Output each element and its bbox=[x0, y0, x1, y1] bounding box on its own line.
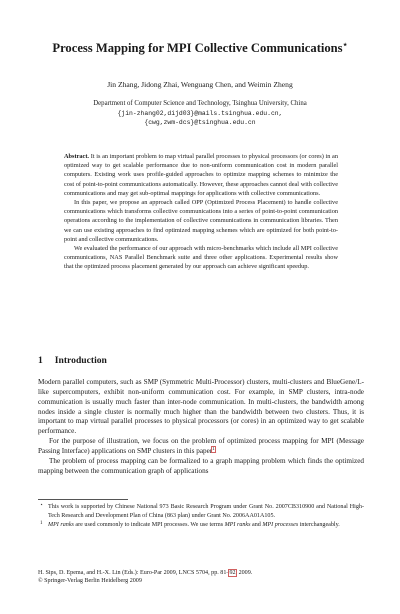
affiliation: Department of Computer Science and Technology, Tsinghua University, China bbox=[93, 100, 307, 107]
section-heading bbox=[38, 355, 107, 366]
citation-end: , 2009. bbox=[235, 570, 253, 576]
abstract-paragraph bbox=[64, 152, 338, 198]
abstract-paragraph: In this paper, we propose an approach called OPP (Optimized Process Placement) to handle collective communications which transforms collective communications into a series of point-to-point communication operations according to the implementation of collective communications in communication libraries. Then we can use existing approaches to find optimized mapping schemes which are optimized for both point-to-point and collective communications. bbox=[64, 199, 338, 243]
footnote-term: MPI processes bbox=[262, 521, 299, 528]
footnote bbox=[38, 521, 364, 530]
abstract-label: Abstract. bbox=[64, 153, 90, 160]
footnote bbox=[38, 503, 364, 521]
body-paragraph bbox=[38, 437, 364, 457]
abstract bbox=[64, 152, 338, 272]
footnote-text: and bbox=[250, 521, 263, 528]
footnote-mark: 1 bbox=[40, 520, 43, 526]
email-line-2: {cwg,zwm-dcs}@tsinghua.edu.cn bbox=[144, 119, 256, 127]
body-paragraph: The problem of process mapping can be formalized to a graph mapping problem which finds the optimized mapping between the communication graph of applications bbox=[38, 456, 364, 475]
footnote-text: interchangeably. bbox=[298, 521, 340, 528]
email-line-1: {jin-zhang02,dijd03}@mails.tsinghua.edu.cn, bbox=[117, 109, 283, 117]
footnote-text: are used commonly to indicate MPI processes. We use terms bbox=[73, 521, 225, 528]
copyright-line: © Springer-Verlag Berlin Heidelberg 2009 bbox=[38, 578, 142, 584]
title-text: Process Mapping for MPI Collective Communications bbox=[52, 41, 343, 56]
body-paragraph-text: For the purpose of illustration, we focus on the problem of optimized process mapping for MPI (Message Passing Interface) applications on SMP clusters in this paper bbox=[38, 437, 364, 455]
citation-text: H. Sips, D. Epema, and H.-X. Lin (Eds.): Euro-Par 2009, LNCS 5704, pp. 81– bbox=[38, 570, 230, 576]
footnote-text: This work is supported by Chinese National 973 Basic Research Program under Grant No. 2007CB310900 and National High-Tech Research and Development Plan of China (863 plan) under Grant No. 2006AA01A105. bbox=[48, 504, 364, 519]
section-number: 1 bbox=[38, 355, 43, 366]
footnote-term: MPI ranks bbox=[224, 521, 251, 528]
body-paragraph: Modern parallel computers, such as SMP (Symmetric Multi-Processor) clusters, multi-clusters and BlueGene/L-like supercomputers, exhibit non-uniform communication cost. For example, in SMP clusters, intra-node communication is usually much faster than inter-node communication. In multi-clusters, the bandwidth among nodes inside a single cluster is normally much higher than the bandwidth between two clusters. Thus, it is important to map virtual parallel processes to physical processors (or cores) in an optimized way to get scalable performance. bbox=[38, 378, 364, 436]
body-paragraph-end: . bbox=[214, 446, 217, 455]
footnote-term: MPI ranks bbox=[48, 521, 74, 528]
abstract-paragraph: We evaluated the performance of our approach with micro-benchmarks which include all MPI collective communications, NAS Parallel Benchmark suite and three other applications. Experimental results show that the optimized process placement generated by our approach can achieve significant speedup. bbox=[64, 245, 338, 271]
citation-line bbox=[38, 569, 252, 578]
abstract-text: It is an important problem to map virtual parallel processes to physical processors (or cores) in an optimized way to get scalable performance due to non-uniform communication cost in modern parallel computers. Existing work uses profile-guided approaches to optimize mapping schemes to minimize the cost of point-to-point communications automatically. However, these approaches cannot deal with collective communications and may get sub-optimal mappings for applications with collective communications. bbox=[64, 153, 339, 197]
footnotes bbox=[38, 503, 364, 529]
body-text bbox=[38, 378, 364, 476]
footnote-mark: ⋆ bbox=[40, 503, 44, 508]
page-range-link[interactable]: 92 bbox=[229, 570, 236, 576]
title-footnote-mark[interactable]: ⋆ bbox=[342, 40, 348, 49]
footnote-ref-link[interactable]: 1 bbox=[212, 446, 215, 452]
section-title: Introduction bbox=[54, 355, 107, 366]
affiliation-block bbox=[0, 99, 400, 128]
author-list: Jin Zhang, Jidong Zhai, Wenguang Chen, and Weimin Zheng bbox=[107, 80, 293, 89]
paper-title bbox=[0, 40, 400, 56]
footnote-divider bbox=[38, 499, 128, 500]
